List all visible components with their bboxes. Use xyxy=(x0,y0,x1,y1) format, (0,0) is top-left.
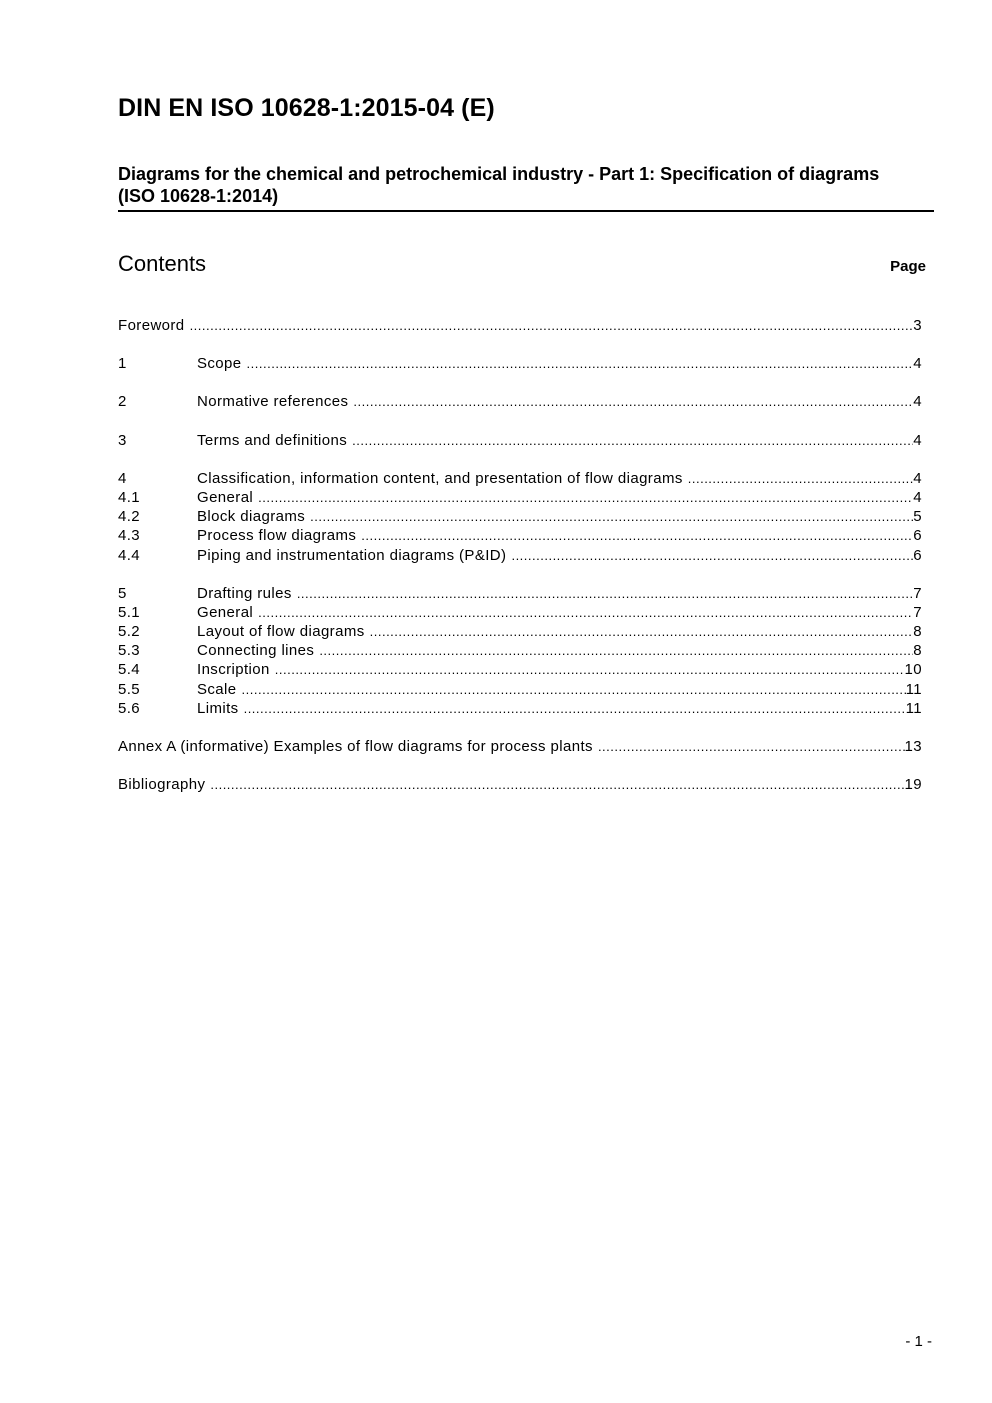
toc-entry-3[interactable] xyxy=(118,431,922,450)
toc-entry-page: 8 xyxy=(913,623,922,641)
toc-leader-dots xyxy=(244,699,906,718)
toc-entry-5-6[interactable] xyxy=(118,699,922,718)
toc-entry-title: Block diagrams xyxy=(197,508,306,526)
toc-leader-dots xyxy=(353,392,913,411)
toc-leader-dots xyxy=(242,680,906,699)
toc-entry-page: 5 xyxy=(913,508,922,526)
toc-entry-title: Drafting rules xyxy=(197,584,292,602)
toc-entry-title: Piping and instrumentation diagrams (P&ID) xyxy=(197,546,507,564)
toc-entry-5-1[interactable] xyxy=(118,603,922,622)
toc-entry-number: 5.1 xyxy=(118,603,141,621)
toc-entry-page: 3 xyxy=(913,317,922,334)
toc-entry-page: 4 xyxy=(913,393,922,411)
toc-leader-dots xyxy=(511,546,913,565)
toc-entry-page: 4 xyxy=(913,431,922,449)
toc-entry-page: 11 xyxy=(905,699,922,717)
toc-entry-number: 5.5 xyxy=(118,680,141,698)
toc-entry-title: Layout of flow diagrams xyxy=(197,623,365,641)
table-of-contents xyxy=(118,316,922,794)
document-subtitle: Diagrams for the chemical and petrochemical industry - Part 1: Specification of diagrams (ISO 10628-1:2014) xyxy=(118,164,880,206)
toc-entry-5-3[interactable] xyxy=(118,641,922,660)
toc-entry-5-5[interactable] xyxy=(118,680,922,699)
toc-entry-title: Foreword xyxy=(118,317,185,334)
toc-entry-5-4[interactable] xyxy=(118,660,922,679)
toc-entry-page: 8 xyxy=(913,642,922,660)
toc-entry-title: Scale xyxy=(197,680,237,698)
toc-entry-page: 6 xyxy=(913,527,922,545)
toc-leader-dots xyxy=(319,641,913,660)
toc-entry-bibliography[interactable] xyxy=(118,775,922,794)
page-column-heading: Page xyxy=(890,258,926,275)
toc-entry-number: 5.2 xyxy=(118,623,141,641)
toc-entry-1[interactable] xyxy=(118,354,922,373)
toc-leader-dots xyxy=(352,431,913,450)
toc-entry-number: 5.3 xyxy=(118,642,141,660)
toc-leader-dots xyxy=(297,584,913,603)
toc-entry-number: 1 xyxy=(118,355,127,373)
toc-entry-title: Limits xyxy=(197,699,239,717)
toc-entry-4[interactable] xyxy=(118,469,922,488)
toc-leader-dots xyxy=(210,775,904,794)
toc-entry-page: 4 xyxy=(913,488,922,506)
toc-entry-4-1[interactable] xyxy=(118,488,922,507)
toc-leader-dots xyxy=(310,507,913,526)
toc-entry-title: Annex A (informative) Examples of flow diagrams for process plants xyxy=(118,738,593,755)
toc-entry-number: 4.4 xyxy=(118,546,141,564)
toc-entry-foreword[interactable] xyxy=(118,316,922,335)
toc-entry-page: 7 xyxy=(913,584,922,602)
toc-entry-title: Connecting lines xyxy=(197,642,315,660)
toc-entry-title: General xyxy=(197,603,254,621)
toc-entry-title: Normative references xyxy=(197,393,349,411)
toc-entry-number: 4.1 xyxy=(118,488,141,506)
toc-leader-dots xyxy=(275,660,905,679)
toc-entry-page: 4 xyxy=(913,355,922,373)
toc-entry-number: 5 xyxy=(118,584,127,602)
toc-entry-page: 13 xyxy=(904,738,922,755)
toc-entry-annex-a[interactable] xyxy=(118,737,922,756)
toc-entry-page: 11 xyxy=(905,680,922,698)
toc-entry-number: 3 xyxy=(118,431,127,449)
toc-leader-dots xyxy=(247,354,914,373)
title-divider xyxy=(118,210,934,212)
toc-entry-page: 19 xyxy=(904,776,922,794)
toc-entry-5-2[interactable] xyxy=(118,622,922,641)
toc-entry-page: 6 xyxy=(913,546,922,564)
toc-entry-number: 4 xyxy=(118,469,127,487)
document-id: DIN EN ISO 10628-1:2015-04 (E) xyxy=(118,94,495,122)
toc-entry-4-2[interactable] xyxy=(118,507,922,526)
toc-leader-dots xyxy=(370,622,914,641)
toc-leader-dots xyxy=(258,603,913,622)
toc-entry-page: 10 xyxy=(904,661,922,679)
toc-entry-title: Inscription xyxy=(197,661,270,679)
page-number: - 1 - xyxy=(905,1333,932,1350)
toc-entry-number: 4.2 xyxy=(118,508,141,526)
toc-entry-number: 5.6 xyxy=(118,699,141,717)
toc-entry-title: Process flow diagrams xyxy=(197,527,357,545)
toc-leader-dots xyxy=(361,526,913,545)
toc-entry-title: Bibliography xyxy=(118,776,206,794)
toc-entry-number: 2 xyxy=(118,393,127,411)
toc-entry-5[interactable] xyxy=(118,584,922,603)
toc-entry-title: Scope xyxy=(197,355,242,373)
toc-entry-4-3[interactable] xyxy=(118,526,922,545)
toc-leader-dots xyxy=(190,316,914,335)
toc-entry-4-4[interactable] xyxy=(118,546,922,565)
toc-entry-number: 5.4 xyxy=(118,661,141,679)
toc-leader-dots xyxy=(598,737,905,756)
toc-entry-title: Terms and definitions xyxy=(197,431,348,449)
toc-entry-title: General xyxy=(197,488,254,506)
toc-entry-2[interactable] xyxy=(118,392,922,411)
toc-entry-page: 4 xyxy=(913,469,922,487)
toc-leader-dots xyxy=(688,469,914,488)
toc-entry-number: 4.3 xyxy=(118,527,141,545)
toc-leader-dots xyxy=(258,488,913,507)
toc-entry-page: 7 xyxy=(913,603,922,621)
contents-heading: Contents xyxy=(118,251,207,276)
toc-entry-title: Classification, information content, and presentation of flow diagrams xyxy=(197,469,683,487)
